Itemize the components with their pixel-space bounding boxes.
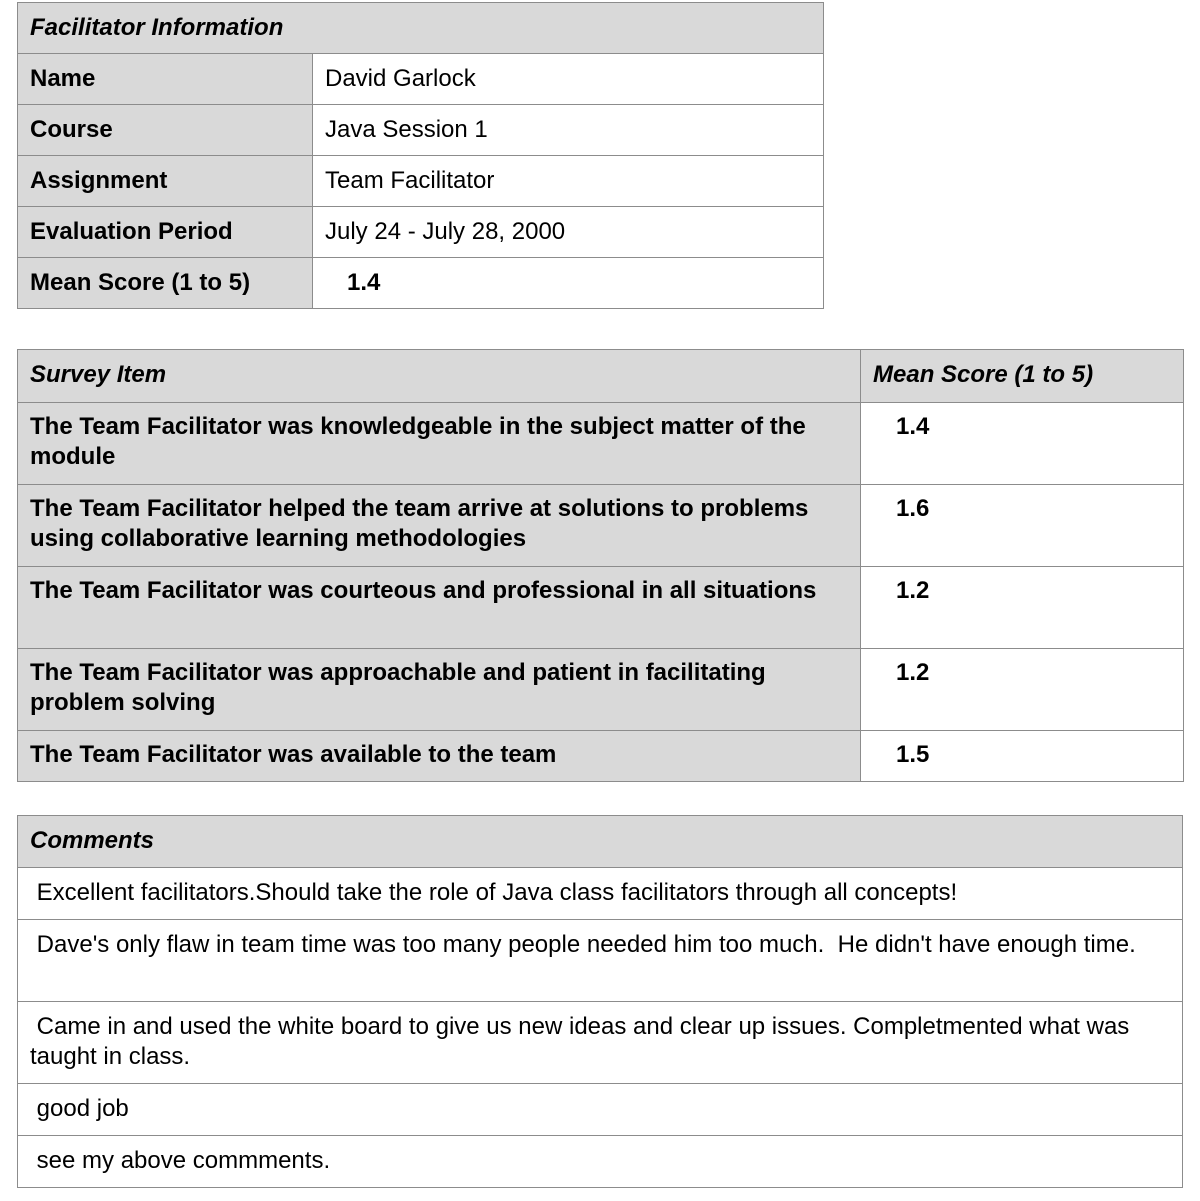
survey-score: 1.4 [861,403,1184,485]
survey-item: The Team Facilitator was available to the team [18,731,861,782]
facilitator-info-title: Facilitator Information [18,3,824,54]
info-row-mean-score [18,258,824,309]
info-header-row [18,3,824,54]
comments-table [17,815,1183,1188]
name-value: David Garlock [313,54,824,105]
info-row-evaluation-period [18,207,824,258]
mean-score-label: Mean Score (1 to 5) [18,258,313,309]
survey-row [18,403,1184,485]
survey-row [18,731,1184,782]
survey-score: 1.2 [861,649,1184,731]
comment-row [18,868,1183,920]
info-row-course [18,105,824,156]
comment-text: see my above commments. [18,1136,1183,1188]
comment-text: Excellent facilitators.Should take the role of Java class facilitators through all concepts! [18,868,1183,920]
comment-text: good job [18,1084,1183,1136]
survey-row [18,649,1184,731]
survey-header-row [18,350,1184,403]
course-label: Course [18,105,313,156]
survey-item: The Team Facilitator was courteous and professional in all situations [18,567,861,649]
evaluation-period-label: Evaluation Period [18,207,313,258]
assignment-label: Assignment [18,156,313,207]
survey-item: The Team Facilitator was approachable and patient in facilitating problem solving [18,649,861,731]
info-row-name [18,54,824,105]
survey-item-header: Survey Item [18,350,861,403]
comment-row [18,1084,1183,1136]
comment-row [18,920,1183,1002]
survey-item: The Team Facilitator helped the team arrive at solutions to problems using collaborative learning methodologies [18,485,861,567]
survey-row [18,485,1184,567]
info-row-assignment [18,156,824,207]
survey-item: The Team Facilitator was knowledgeable in the subject matter of the module [18,403,861,485]
survey-row [18,567,1184,649]
survey-score: 1.6 [861,485,1184,567]
comments-header-row [18,816,1183,868]
comment-text: Came in and used the white board to give us new ideas and clear up issues. Completmented what was taught in class. [18,1002,1183,1084]
mean-score-value: 1.4 [313,258,824,309]
course-value: Java Session 1 [313,105,824,156]
comment-text: Dave's only flaw in team time was too many people needed him too much. He didn't have enough time. [18,920,1183,1002]
name-label: Name [18,54,313,105]
survey-score: 1.2 [861,567,1184,649]
survey-table [17,349,1184,782]
evaluation-period-value: July 24 - July 28, 2000 [313,207,824,258]
assignment-value: Team Facilitator [313,156,824,207]
survey-score: 1.5 [861,731,1184,782]
comment-row [18,1002,1183,1084]
comment-row [18,1136,1183,1188]
facilitator-info-table [17,2,824,309]
comments-title: Comments [18,816,1183,868]
survey-score-header: Mean Score (1 to 5) [861,350,1184,403]
